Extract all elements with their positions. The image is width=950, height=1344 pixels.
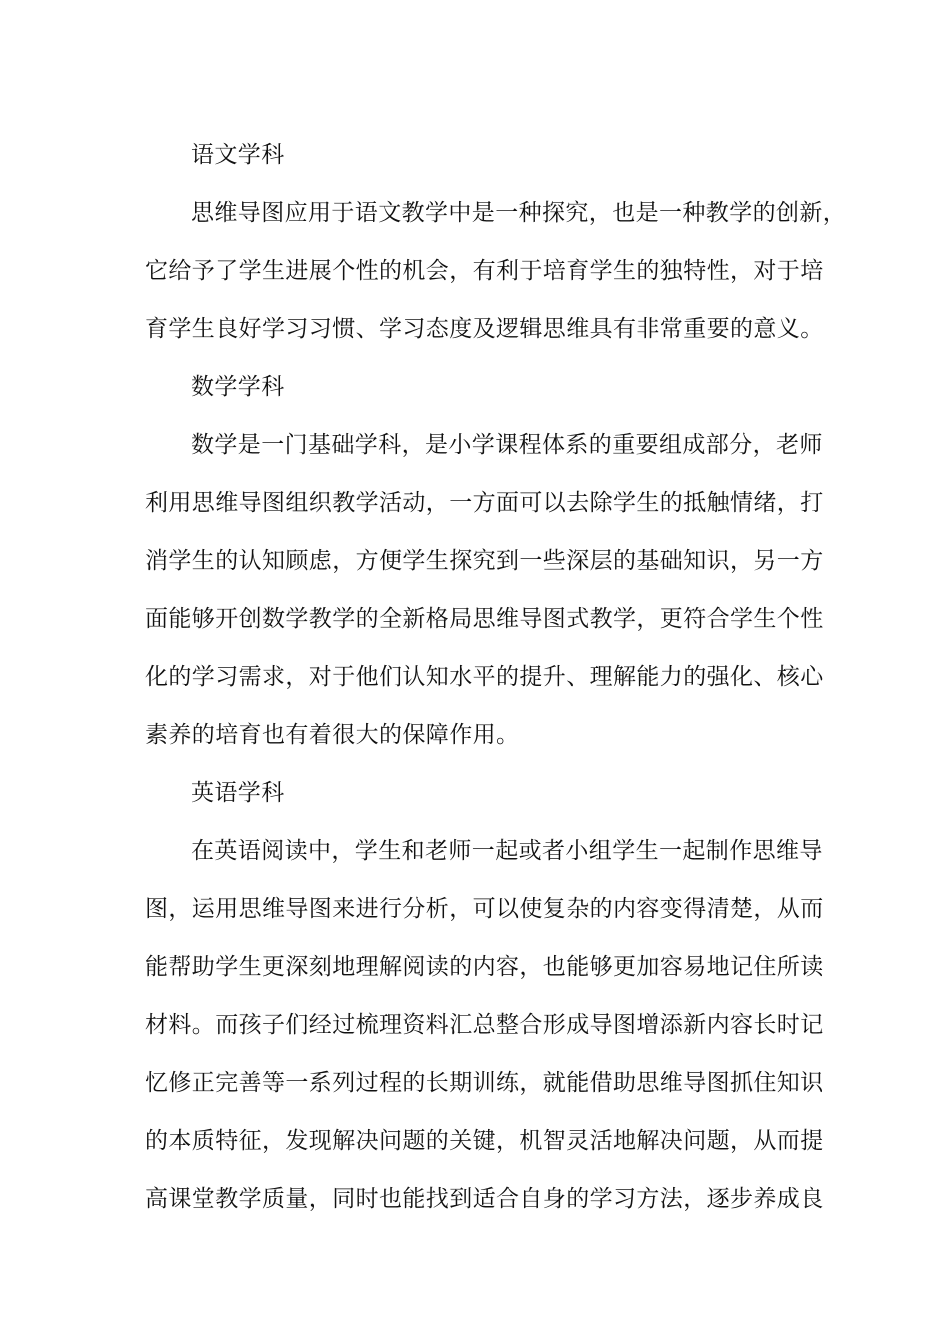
- paragraph-line: 化的学习需求，对于他们认知水平的提升、理解能力的强化、核心: [145, 664, 824, 690]
- document-body: [145, 126, 847, 1228]
- paragraph-line: 材料。而孩子们经过梳理资料汇总整合形成导图增添新内容长时记: [145, 1012, 824, 1038]
- paragraph-line: 素养的培育也有着很大的保障作用。: [145, 722, 520, 748]
- paragraph-line: 高课堂教学质量，同时也能找到适合自身的学习方法，逐步养成良: [145, 1186, 824, 1212]
- paragraph-line: 面能够开创数学教学的全新格局思维导图式教学，更符合学生个性: [145, 606, 824, 632]
- paragraph-line: 的本质特征，发现解决问题的关键，机智灵活地解决问题，从而提: [145, 1128, 824, 1154]
- section-heading-math: 数学学科: [191, 374, 285, 400]
- paragraph-line: 思维导图应用于语文教学中是一种探究，也是一种教学的创新，: [191, 200, 847, 226]
- paragraph-line: 能帮助学生更深刻地理解阅读的内容，也能够更加容易地记住所读: [145, 954, 824, 980]
- paragraph-line: 在英语阅读中，学生和老师一起或者小组学生一起制作思维导: [191, 838, 823, 864]
- paragraph-line: 消学生的认知顾虑，方便学生探究到一些深层的基础知识，另一方: [145, 548, 824, 574]
- paragraph-line: 利用思维导图组织教学活动，一方面可以去除学生的抵触情绪，打: [145, 490, 824, 516]
- section-heading-chinese: 语文学科: [191, 142, 285, 168]
- paragraph-line: 数学是一门基础学科，是小学课程体系的重要组成部分，老师: [191, 432, 823, 458]
- paragraph-line: 忆修正完善等一系列过程的长期训练，就能借助思维导图抓住知识: [145, 1070, 824, 1096]
- paragraph-line: 它给予了学生进展个性的机会，有利于培育学生的独特性，对于培: [145, 258, 824, 284]
- paragraph-line: 育学生良好学习习惯、学习态度及逻辑思维具有非常重要的意义。: [145, 316, 824, 342]
- section-heading-english: 英语学科: [191, 780, 285, 806]
- paragraph-line: 图，运用思维导图来进行分析，可以使复杂的内容变得清楚，从而: [145, 896, 824, 922]
